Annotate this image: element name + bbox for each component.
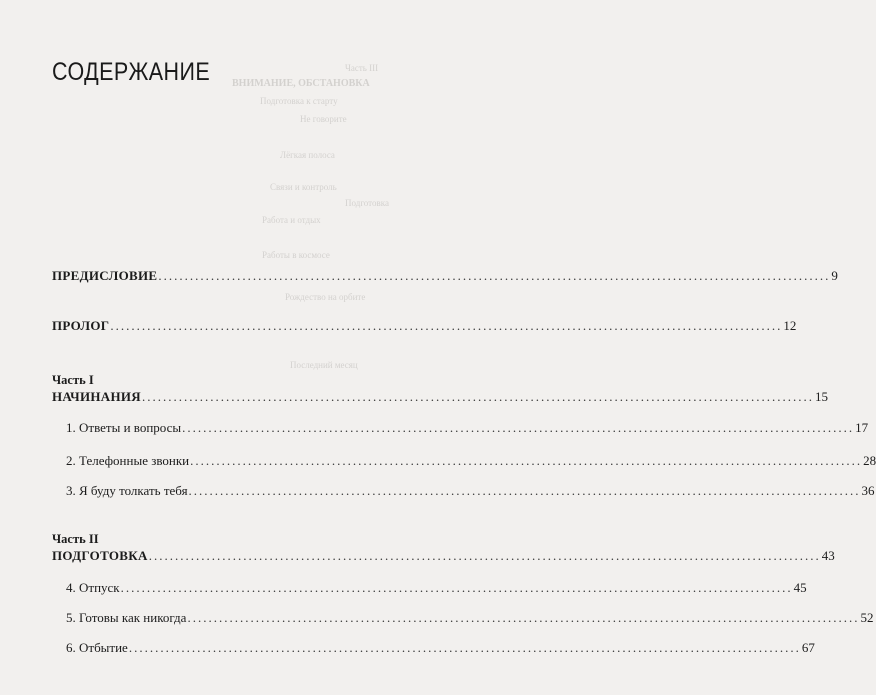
toc-entry-chapter-1 xyxy=(66,420,869,436)
bleed-line: Последний месяц xyxy=(290,360,358,370)
dot-leader: ................................................................................................................................ xyxy=(190,453,863,468)
dot-leader: ................................................................................................................................ xyxy=(120,580,793,595)
toc-entry-page: 43 xyxy=(821,548,835,563)
toc-entry-label: НАЧИНАНИЯ xyxy=(52,389,141,404)
toc-entry-label: 1. Ответы и вопросы xyxy=(66,420,182,435)
toc-entry-label: 6. Отбытие xyxy=(66,640,128,655)
toc-entry-page: 45 xyxy=(793,580,807,595)
dot-leader: ................................................................................................................................ xyxy=(182,420,855,435)
bleed-line: Рождество на орбите xyxy=(285,292,366,302)
toc-entry-part-1 xyxy=(52,389,828,405)
toc-entry-prologue xyxy=(52,318,797,334)
toc-entry-page: 36 xyxy=(861,483,875,498)
dot-leader: ................................................................................................................................ xyxy=(148,548,821,563)
bleed-line: Часть III xyxy=(345,63,379,73)
toc-entry-chapter-6 xyxy=(66,640,815,656)
part-heading: Часть I xyxy=(52,373,94,387)
toc-entry-label: ПРЕДИСЛОВИЕ xyxy=(52,268,158,283)
dot-leader: ................................................................................................................................ xyxy=(188,483,861,498)
part-heading: Часть II xyxy=(52,532,99,546)
toc-entry-label: ПРОЛОГ xyxy=(52,318,110,333)
toc-entry-part-2 xyxy=(52,548,835,564)
toc-entry-page: 15 xyxy=(815,389,828,404)
toc-entry-label: 4. Отпуск xyxy=(66,580,120,595)
dot-leader: ................................................................................................................................ xyxy=(187,610,860,625)
page-title: СОДЕРЖАНИЕ xyxy=(52,58,211,86)
toc-entry-label: ПОДГОТОВКА xyxy=(52,548,148,563)
toc-entry-chapter-2 xyxy=(66,453,876,469)
toc-entry-page: 9 xyxy=(831,268,838,283)
toc-entry-page: 28 xyxy=(863,453,876,468)
bleed-line: Связи и контроль xyxy=(270,182,337,192)
bleed-line: Лёгкая полоса xyxy=(280,150,335,160)
toc-entry-page: 12 xyxy=(783,318,797,333)
dot-leader: ................................................................................................................................ xyxy=(110,318,783,333)
toc-entry-chapter-4 xyxy=(66,580,807,596)
toc-entry-chapter-3 xyxy=(66,483,875,499)
bleed-line: Подготовка к старту xyxy=(260,96,338,106)
toc-entry-page: 17 xyxy=(855,420,869,435)
bleed-line: ВНИМАНИЕ, ОБСТАНОВКА xyxy=(232,78,370,89)
bleed-line: Не говорите xyxy=(300,114,347,124)
toc-entry-label: 3. Я буду толкать тебя xyxy=(66,483,188,498)
toc-entry-preface xyxy=(52,268,838,284)
toc-entry-page: 52 xyxy=(860,610,874,625)
dot-leader: ................................................................................................................................ xyxy=(142,389,814,404)
dot-leader: ................................................................................................................................ xyxy=(158,268,831,283)
toc-entry-label: 5. Готовы как никогда xyxy=(66,610,187,625)
toc-entry-page: 67 xyxy=(801,640,815,655)
toc-entry-chapter-5 xyxy=(66,610,874,626)
bleed-line: Работы в космосе xyxy=(262,250,330,260)
dot-leader: ................................................................................................................................ xyxy=(128,640,801,655)
bleed-line: Подготовка xyxy=(345,198,389,208)
toc-entry-label: 2. Телефонные звонки xyxy=(66,453,190,468)
bleed-line: Работа и отдых xyxy=(262,215,321,225)
